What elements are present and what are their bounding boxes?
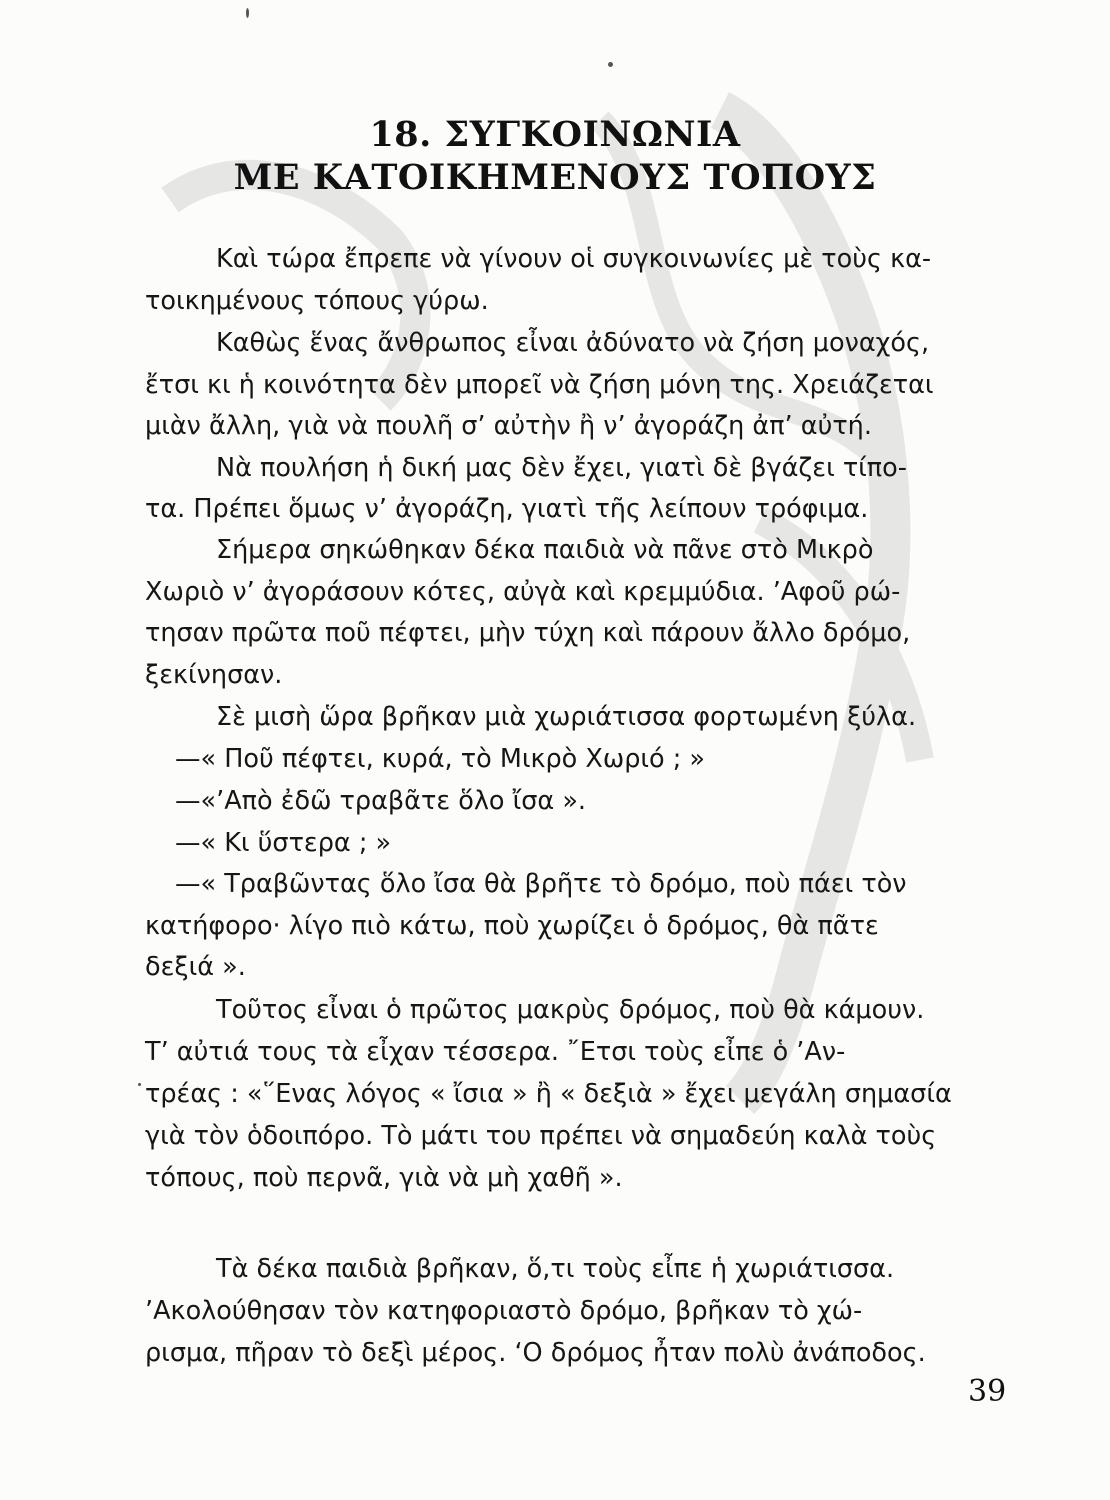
text-line: Τὰ δέκα παιδιὰ βρῆκαν, ὅ,τι τοὺς εἶπε ἡ χωριάτισσα. xyxy=(216,1254,895,1284)
text-line: Τοῦτος εἶναι ὁ πρῶτος μακρὺς δρόμος, ποὺ θὰ κάμουν. xyxy=(216,995,925,1025)
chapter-title-line-2: ΜΕ ΚΑΤΟΙΚΗΜΕΝΟΥΣ ΤΟΠΟΥΣ xyxy=(233,157,877,198)
text-line: γιὰ τὸν ὁδοιπόρο. Τὸ μάτι του πρέπει νὰ σημαδεύη καλὰ τοὺς xyxy=(145,1121,937,1151)
ink-speck xyxy=(608,62,613,67)
chapter-title-line-1: 18. ΣΥΓΚΟΙΝΩΝΙΑ xyxy=(369,114,741,155)
text-line: Καθὼς ἕνας ἄνθρωπος εἶναι ἀδύνατο νὰ ζήση μοναχός, xyxy=(216,328,930,358)
text-line: Καὶ τώρα ἔπρεπε νὰ γίνουν οἱ συγκοινωνίες μὲ τοὺς κα- xyxy=(216,244,932,274)
text-line: Σήμερα σηκώθηκαν δέκα παιδιὰ νὰ πᾶνε στὸ Μικρὸ xyxy=(216,535,874,565)
page-number: 39 xyxy=(968,1374,1007,1409)
text-line: ρισμα, πῆραν τὸ δεξὶ μέρος. ‘Ο δρόμος ἦταν πολὺ ἀνάποδος. xyxy=(145,1338,926,1368)
text-line: Σὲ μισὴ ὥρα βρῆκαν μιὰ χωριάτισσα φορτωμένη ξύλα. xyxy=(216,702,917,732)
text-line: Χωριὸ ν’ ἀγοράσουν κότες, αὐγὰ καὶ κρεμμύδια. ’Αφοῦ ρώ- xyxy=(145,577,901,607)
dialogue-line: —« Τραβῶντας ὅλο ἴσα θὰ βρῆτε τὸ δρόμο, ποὺ πάει τὸν xyxy=(175,869,907,899)
text-line: κατήφορο· λίγο πιὸ κάτω, ποὺ χωρίζει ὁ δρόμος, θὰ πᾶτε xyxy=(145,911,879,941)
dialogue-line: —«’Απὸ ἐδῶ τραβᾶτε ὅλο ἴσα ». xyxy=(175,786,587,816)
text-line: δεξιά ». xyxy=(145,952,246,982)
text-line: Τ’ αὐτιά τους τὰ εἶχαν τέσσερα. ῎Ετσι τοὺς εἶπε ὁ ’Αν- xyxy=(145,1037,846,1067)
text-line: ξεκίνησαν. xyxy=(145,660,283,690)
dialogue-line: —« Κι ὕστερα ; » xyxy=(175,828,392,858)
text-line: ἔτσι κι ἡ κοινότητα δὲν μπορεῖ νὰ ζήση μόνη της. Χρειάζεται xyxy=(145,370,934,400)
ink-speck xyxy=(138,1083,141,1086)
dialogue-line: —« Ποῦ πέφτει, κυρά, τὸ Μικρὸ Χωριό ; » xyxy=(175,744,706,774)
text-line: ’Ακολούθησαν τὸν κατηφοριαστὸ δρόμο, βρῆκαν τὸ χώ- xyxy=(145,1296,863,1326)
ink-speck xyxy=(246,8,249,18)
text-line: μιὰν ἄλλη, γιὰ νὰ πουλῆ σ’ αὐτὴν ἢ ν’ ἀγοράζη ἀπ’ αὐτή. xyxy=(145,411,872,441)
text-line: τρέας : «῞Ενας λόγος « ἴσια » ἢ « δεξιὰ » ἔχει μεγάλη σημασία xyxy=(145,1079,952,1109)
text-line: τόπους, ποὺ περνᾶ, γιὰ νὰ μὴ χαθῆ ». xyxy=(145,1163,623,1193)
text-line: Νὰ πουλήση ἡ δική μας δὲν ἔχει, γιατὶ δὲ βγάζει τίπο- xyxy=(216,453,907,483)
text-line: τοικημένους τόπους γύρω. xyxy=(145,286,489,316)
text-line: τα. Πρέπει ὅμως ν’ ἀγοράζη, γιατὶ τῆς λείπουν τρόφιμα. xyxy=(145,494,869,524)
text-line: τησαν πρῶτα ποῦ πέφτει, μὴν τύχη καὶ πάρουν ἄλλο δρόμο, xyxy=(145,618,911,648)
